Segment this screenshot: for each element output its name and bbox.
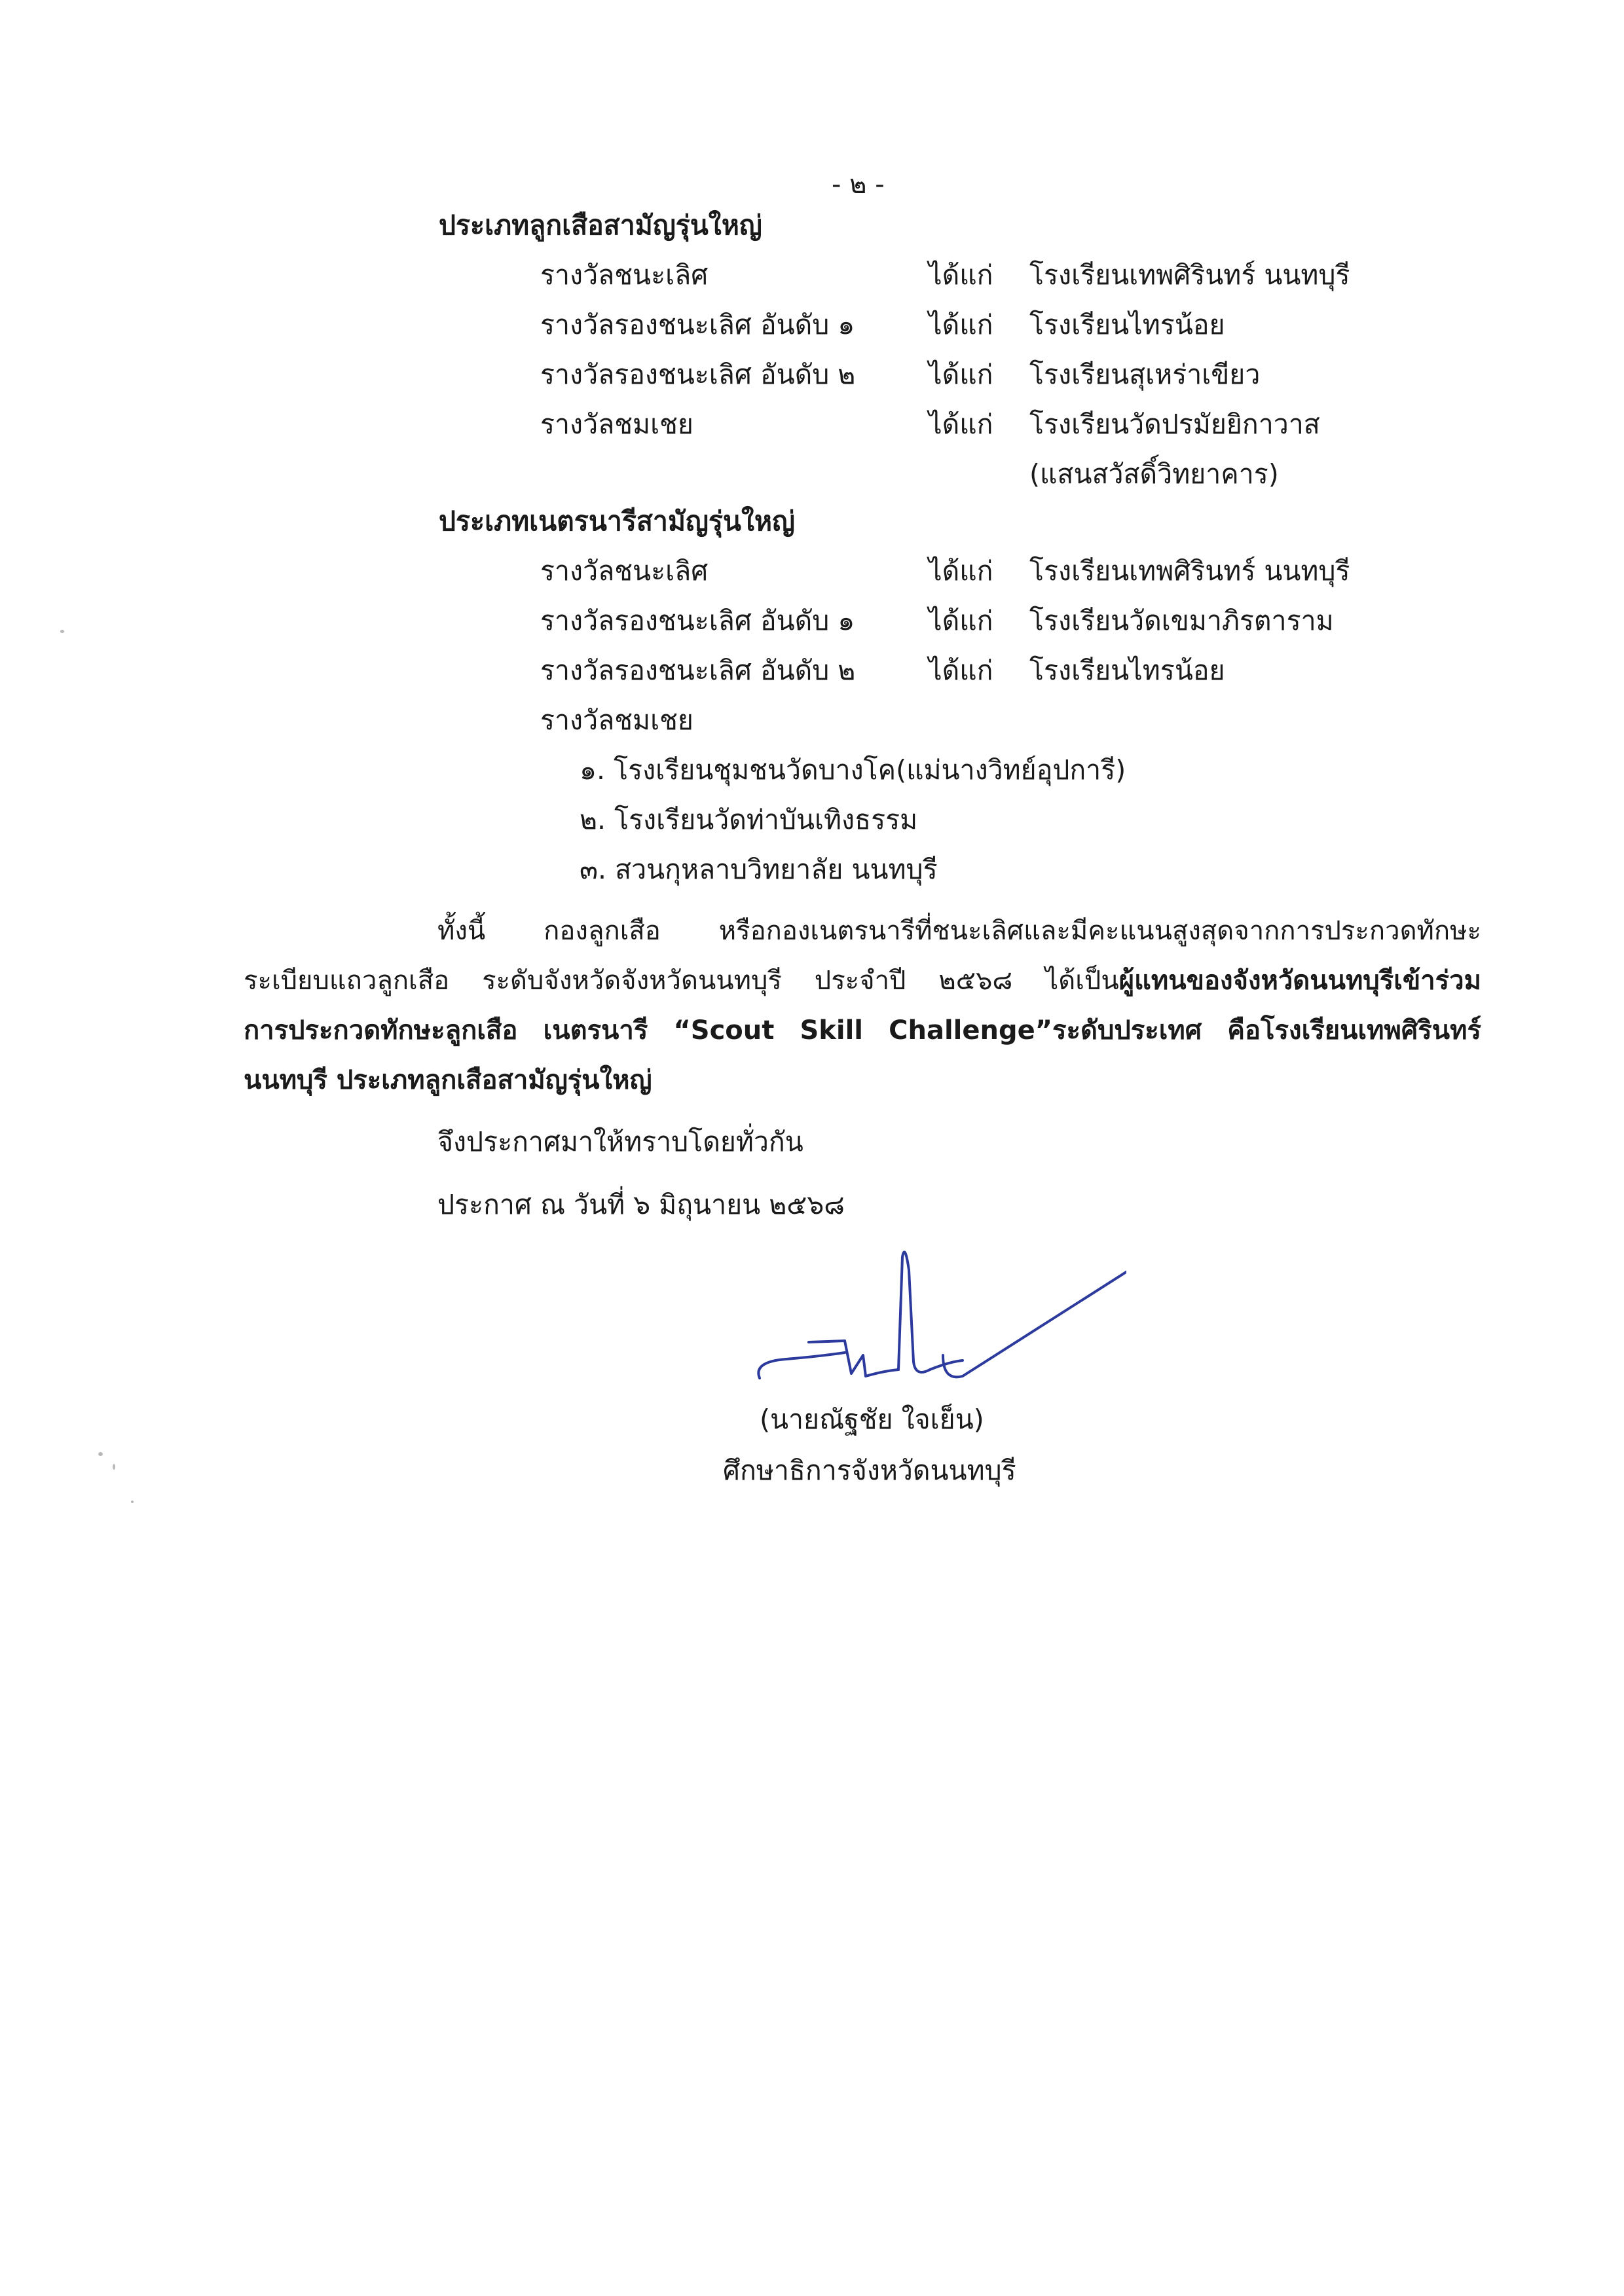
- award-given: ได้แก่: [929, 655, 993, 686]
- award-label: รางวัลรองชนะเลิศ อันดับ ๑: [540, 309, 855, 340]
- award-school: โรงเรียนสุเหร่าเขียว: [1029, 359, 1261, 390]
- award-given: ได้แก่: [929, 259, 993, 291]
- scan-speck: [131, 1501, 134, 1503]
- announce-text: จึงประกาศมาให้ทราบโดยทั่วกัน: [437, 1126, 803, 1157]
- page-number: - ๒ -: [832, 170, 885, 200]
- paragraph-line: นนทบุรี ประเภทลูกเสือสามัญรุ่นใหญ่: [244, 1065, 652, 1095]
- paragraph-text: ระเบียบแถวลูกเสือ ระดับจังหวัดจังหวัดนนทบุรี ประจำปี ๒๕๖๘ ได้เป็น: [244, 966, 1119, 996]
- award-school: โรงเรียนวัดเขมาภิรตาราม: [1029, 605, 1334, 636]
- consolation-item: ๒. โรงเรียนวัดท่าบันเทิงธรรม: [580, 804, 918, 835]
- award-given: ได้แก่: [929, 309, 993, 340]
- consolation-item: ๓. สวนกุหลาบวิทยาลัย นนทบุรี: [580, 854, 938, 885]
- award-label: รางวัลรองชนะเลิศ อันดับ ๒: [540, 359, 856, 390]
- scan-speck: [98, 1452, 103, 1456]
- award-school-line2: (แสนสวัสดิ์วิทยาคาร): [1029, 458, 1279, 490]
- signatory-title: ศึกษาธิการจังหวัดนนทบุรี: [723, 1455, 1016, 1486]
- paragraph-line: การประกวดทักษะลูกเสือ เนตรนารี “Scout Skill Challenge”ระดับประเทศ คือโรงเรียนเทพศิรินทร์: [244, 1015, 1481, 1046]
- consolation-item: ๑. โรงเรียนชุมชนวัดบางโค(แม่นางวิทย์อุปการี): [580, 754, 1126, 786]
- award-label: รางวัลรองชนะเลิศ อันดับ ๑: [540, 605, 855, 636]
- scan-speck: [113, 1464, 115, 1470]
- award-given: ได้แก่: [929, 555, 993, 587]
- award-school: โรงเรียนไทรน้อย: [1029, 655, 1225, 686]
- award-label: รางวัลชนะเลิศ: [540, 555, 709, 587]
- consolation-label: รางวัลชมเชย: [540, 704, 693, 736]
- award-given: ได้แก่: [929, 605, 993, 636]
- award-school: โรงเรียนไทรน้อย: [1029, 309, 1225, 340]
- award-school: โรงเรียนวัดปรมัยยิกาวาส: [1029, 409, 1320, 440]
- award-label: รางวัลชมเชย: [540, 409, 693, 440]
- paragraph-text-bold: ผู้แทนของจังหวัดนนทบุรีเข้าร่วม: [1118, 966, 1481, 996]
- award-school: โรงเรียนเทพศิรินทร์ นนทบุรี: [1029, 555, 1350, 587]
- signature-image: [747, 1231, 1126, 1401]
- award-label: รางวัลชนะเลิศ: [540, 259, 709, 291]
- scan-speck: [60, 630, 64, 633]
- award-given: ได้แก่: [929, 409, 993, 440]
- signatory-name: (นายณัฐชัย ใจเย็น): [760, 1404, 984, 1435]
- paragraph-line: [244, 968, 1481, 994]
- announce-date: ประกาศ ณ วันที่ ๖ มิถุนายน ๒๕๖๘: [437, 1189, 845, 1220]
- section-title-scout: ประเภทลูกเสือสามัญรุ่นใหญ่: [439, 210, 762, 241]
- section-title-guide: ประเภทเนตรนารีสามัญรุ่นใหญ่: [439, 505, 795, 537]
- award-given: ได้แก่: [929, 359, 993, 390]
- award-label: รางวัลรองชนะเลิศ อันดับ ๒: [540, 655, 856, 686]
- paragraph-line: ทั้งนี้ กองลูกเสือ หรือกองเนตรนารีที่ชนะเลิศและมีคะแนนสูงสุดจากการประกวดทักษะ: [437, 916, 1481, 946]
- award-school: โรงเรียนเทพศิรินทร์ นนทบุรี: [1029, 259, 1350, 291]
